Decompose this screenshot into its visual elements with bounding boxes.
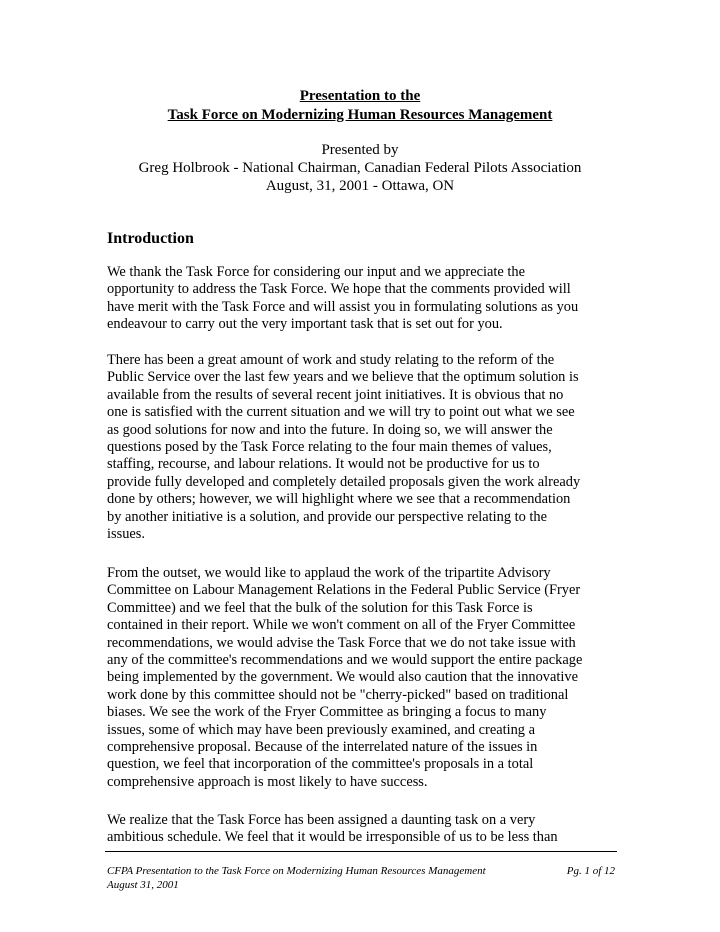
paragraph-line: opportunity to address the Task Force. We hope that the comments provided will: [107, 281, 571, 298]
paragraph-line: issues, some of which may have been previously examined, and creating a: [107, 721, 535, 738]
paragraph-line: contained in their report. While we won't comment on all of the Fryer Committee: [107, 617, 576, 634]
paragraph-line: We thank the Task Force for considering our input and we appreciate the: [107, 264, 525, 280]
paragraph-line: endeavour to carry out the very important task that is set out for you.: [107, 316, 503, 333]
paragraph-line: biases. We see the work of the Fryer Committee as bringing a focus to many: [107, 704, 547, 721]
paragraph-line: Committee) and we feel that the bulk of the solution for this Task Force is: [107, 599, 533, 616]
paragraph-3: [107, 565, 627, 791]
paragraph-line: work done by this committee should not be "cherry-picked" based on traditional: [107, 686, 569, 703]
paragraph-line: We realize that the Task Force has been assigned a daunting task on a very: [107, 812, 536, 828]
document-title-line-2: Task Force on Modernizing Human Resources Management: [167, 107, 553, 123]
paragraph-line: any of the committee's recommendations and we would support the entire package: [107, 652, 583, 669]
footer-page-number: Pg. 1 of 12: [566, 865, 615, 877]
paragraph-line: available from the results of several recent joint initiatives. It is obvious that no: [107, 386, 564, 403]
section-heading-introduction: Introduction: [107, 230, 194, 247]
page-footer: [107, 864, 615, 892]
paragraph-line: have merit with the Task Force and will assist you in formulating solutions as you: [107, 298, 579, 315]
paragraph-line: by another initiative is a solution, and provide our perspective relating to the: [107, 508, 547, 525]
presenter-name: Greg Holbrook - National Chairman, Canadian Federal Pilots Association: [138, 160, 582, 176]
paragraph-2: [107, 352, 627, 543]
paragraph-line: Committee on Labour Management Relations in the Federal Public Service (Fryer: [107, 582, 581, 599]
paragraph-line: as good solutions for now and into the future. In doing so, we will answer the: [107, 421, 553, 438]
footer-document-title: CFPA Presentation to the Task Force on Modernizing Human Resources Management: [107, 865, 486, 877]
footer-date: August 31, 2001: [107, 879, 179, 891]
paragraph-line: one is satisfied with the current situation and we will try to point out what we see: [107, 404, 575, 421]
paragraph-line: being implemented by the government. We would also caution that the innovative: [107, 669, 578, 686]
paragraph-line: There has been a great amount of work and study relating to the reform of the: [107, 352, 555, 368]
paragraph-line: issues.: [107, 526, 145, 543]
paragraph-line: ambitious schedule. We feel that it would be irresponsible of us to be less than: [107, 829, 558, 846]
paragraph-line: question, we feel that incorporation of the committee's proposals in a total: [107, 756, 534, 773]
footer-divider: [105, 851, 617, 852]
paragraph-4: [107, 812, 627, 847]
paragraph-1: [107, 264, 627, 334]
paragraph-line: staffing, recourse, and labour relations. It would not be productive for us to: [107, 456, 540, 473]
paragraph-line: done by others; however, we will highlight where we see that a recommendation: [107, 491, 571, 508]
paragraph-line: questions posed by the Task Force relating to the four main themes of values,: [107, 439, 552, 456]
paragraph-line: From the outset, we would like to applaud the work of the tripartite Advisory: [107, 565, 551, 581]
document-title-line-1: Presentation to the: [299, 88, 421, 104]
presentation-date-place: August, 31, 2001 - Ottawa, ON: [265, 178, 455, 194]
paragraph-line: Public Service over the last few years and we believe that the optimum solution is: [107, 369, 579, 386]
paragraph-line: recommendations, we would advise the Task Force that we do not take issue with: [107, 634, 576, 651]
presented-by-label: Presented by: [321, 142, 399, 158]
paragraph-line: provide fully developed and completely detailed proposals given the work already: [107, 473, 581, 490]
paragraph-line: comprehensive proposal. Because of the interrelated nature of the issues in: [107, 739, 538, 756]
paragraph-line: comprehensive approach is most likely to have success.: [107, 773, 428, 790]
